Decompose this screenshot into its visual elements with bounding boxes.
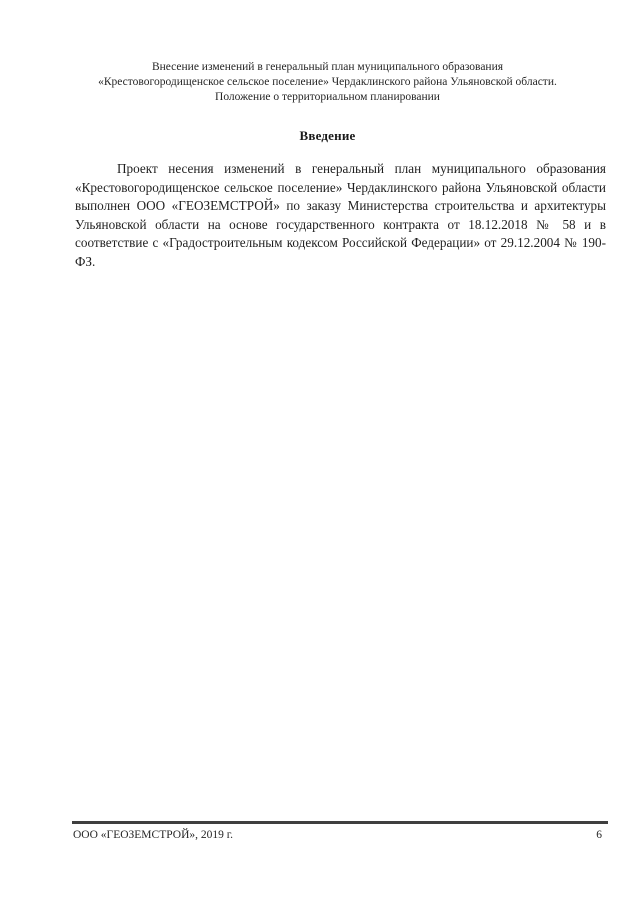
footer-divider xyxy=(72,821,608,824)
header-line-1: Внесение изменений в генеральный план муниципального образования xyxy=(151,61,504,73)
section-title: Введение xyxy=(299,128,356,143)
running-header xyxy=(70,60,585,105)
footer-company: ООО «ГЕОЗЕМСТРОЙ», 2019 г. xyxy=(73,829,234,841)
header-line-2: «Крестовогородищенское сельское поселение» Чердаклинского района Ульяновской области. xyxy=(98,76,557,88)
intro-paragraph: Проект несения изменений в генеральный план муниципального образования «Крестовогородищенское сельское поселение» Чердаклинского района Ульяновской области выполнен ООО «ГЕОЗЕМСТРОЙ» по заказу Министерства строительства и архитектуры Ульяновской области на основе государственного контракта от 18.12.2018 № 58 и в соответствие с «Градостроительным кодексом Российской Федерации» от 29.12.2004 № 190-ФЗ. xyxy=(75,161,606,269)
page-number: 6 xyxy=(596,829,602,841)
header-line-3: Положение о территориальном планировании xyxy=(215,91,440,103)
